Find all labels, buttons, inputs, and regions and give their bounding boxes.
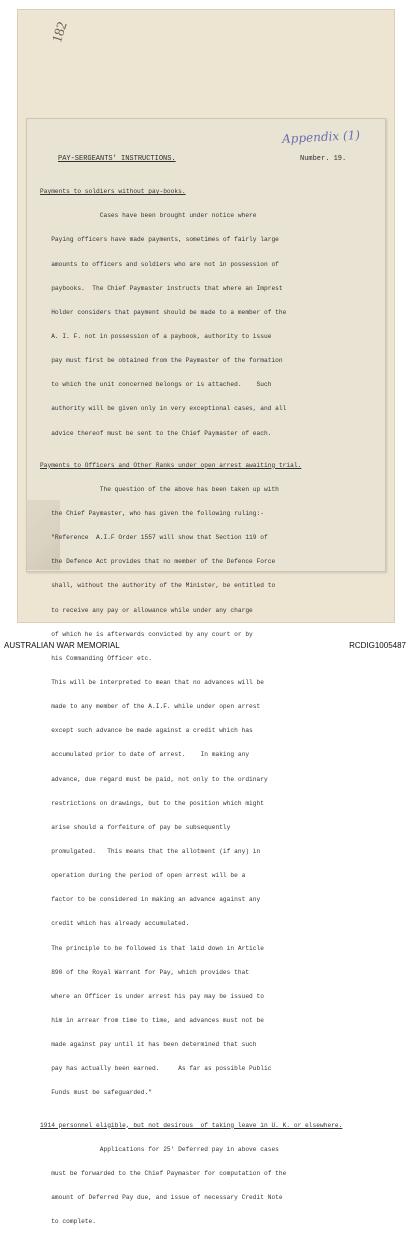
body-line: advance, due regard must be paid, not only to the ordinary	[40, 775, 268, 783]
body-line: him in arrear from time to time, and advances must not be	[40, 1016, 264, 1024]
body-line: must be forwarded to the Chief Paymaster for computation of the	[40, 1169, 287, 1177]
body-line: operation during the period of open arrest will be a	[40, 872, 246, 880]
body-line: except such advance be made against a credit which has	[40, 727, 253, 735]
archive-footer	[0, 640, 410, 654]
body-line: factor to be considered in making an advance against any	[40, 896, 261, 904]
body-line: advice thereof must be sent to the Chief Paymaster of each.	[40, 429, 272, 437]
body-line: Paying officers have made payments, sometimes of fairly large	[40, 236, 279, 244]
document-title: PAY-SERGEANTS' INSTRUCTIONS.	[58, 155, 176, 163]
body-line: the Defence Act provides that no member of the Defence Force	[40, 558, 276, 566]
body-line: The question of the above has been taken up with	[40, 485, 279, 493]
body-line: "Reference A.I.F Order 1557 will show that Section 119 of	[40, 534, 268, 542]
document-body	[40, 172, 380, 1234]
body-line: The principle to be followed is that laid down in Article	[40, 944, 264, 952]
body-line: to complete.	[40, 1218, 96, 1226]
document-number: Number. 19.	[300, 155, 347, 163]
body-line: 890 of the Royal Warrant for Pay, which provides that	[40, 968, 250, 976]
footer-source: AUSTRALIAN WAR MEMORIAL	[4, 641, 120, 650]
body-line: amount of Deferred Pay due, and issue of necessary Credit Note	[40, 1193, 283, 1201]
body-line: made to any member of the A.I.F. while under open arrest	[40, 703, 261, 711]
body-line: Applications for 25' Deferred pay in above cases	[40, 1145, 279, 1153]
body-line: restrictions on drawings, but to the position which might	[40, 799, 264, 807]
body-line: Holder considers that payment should be made to a member of the	[40, 308, 287, 316]
body-line: to which the unit concerned belongs or is attached. Such	[40, 381, 272, 389]
body-line: where an Officer is under arrest his pay may be issued to	[40, 992, 264, 1000]
handwritten-annotation: Appendix (1)	[281, 127, 361, 147]
body-line: shall, without the authority of the Minister, be entitled to	[40, 582, 276, 590]
body-line: accumulated prior to date of arrest. In making any	[40, 751, 250, 759]
body-line: A. I. F. not in possession of a paybook, authority to issue	[40, 332, 272, 340]
section-heading: Payments to soldiers without pay-books.	[40, 188, 186, 196]
body-line: pay must first be obtained from the Paymaster of the formation	[40, 357, 283, 365]
body-line: paybooks. The Chief Paymaster instructs that where an Imprest	[40, 284, 283, 292]
body-line: arise should a forfeiture of pay be subsequently	[40, 823, 231, 831]
body-line: Cases have been brought under notice where	[40, 212, 257, 220]
body-line: promulgated. This means that the allotment (if any) in	[40, 847, 261, 855]
body-line: credit which has already accumulated.	[40, 920, 190, 928]
body-line: This will be interpreted to mean that no advances will be	[40, 678, 264, 686]
body-line: of which he is afterwards convicted by any court or by	[40, 630, 253, 638]
folio-number: 182	[50, 20, 71, 45]
section-heading: 1914 personnel eligible, but not desirous of taking leave in U. K. or elsewhere.	[40, 1121, 343, 1129]
body-line: the Chief Paymaster, who has given the following ruling:-	[40, 509, 264, 517]
body-line: to receive any pay or allowance while under any charge	[40, 606, 253, 614]
body-line: Funds must be safeguarded."	[40, 1089, 152, 1097]
body-line: his Commanding Officer etc.	[40, 654, 152, 662]
body-line: authority will be given only in very exceptional cases, and all	[40, 405, 287, 413]
footer-record-id: RCDIG1005487	[349, 641, 406, 650]
section-heading: Payments to Officers and Other Ranks under open arrest awaiting trial.	[40, 461, 302, 469]
body-line: pay has actually been earned. As far as possible Public	[40, 1065, 272, 1073]
body-line: amounts to officers and soldiers who are not in possession of	[40, 260, 279, 268]
body-line: made against pay until it has been determined that such	[40, 1041, 257, 1049]
